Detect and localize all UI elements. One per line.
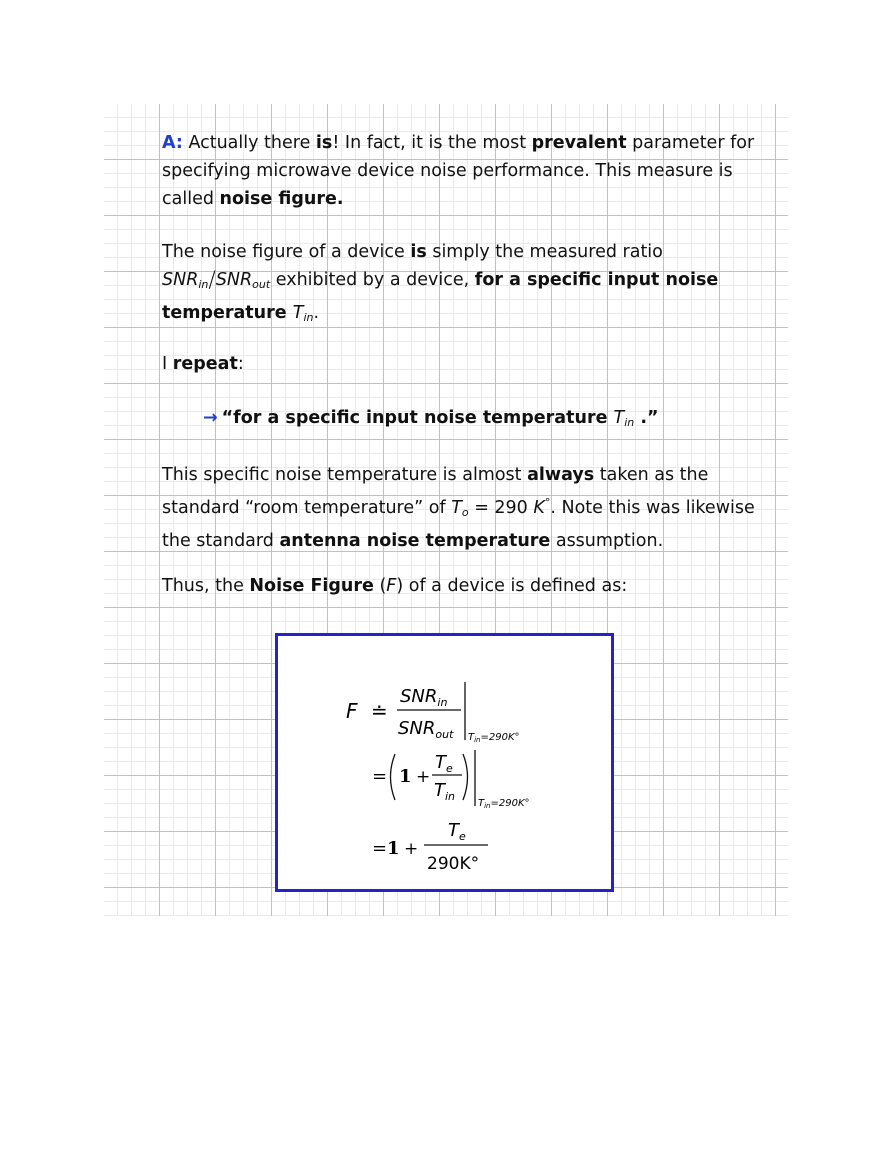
ratio-slash: / — [208, 268, 216, 293]
bold-text: prevalent — [531, 133, 627, 153]
bold-text: is — [315, 133, 333, 153]
equals-sign: = — [372, 766, 388, 787]
snr-out-denominator: $SNR_{out}$ — [398, 718, 454, 741]
evaluation-condition: $T_{in}=290K^\circ$ — [468, 732, 520, 744]
text: exhibited by a device, — [270, 270, 475, 290]
tin-denominator: $T_{in}$ — [434, 780, 456, 803]
left-paren — [391, 754, 396, 800]
answer-label: A: — [162, 133, 183, 153]
text: . — [313, 303, 320, 323]
evaluation-condition: $T_{in}=290K^\circ$ — [478, 798, 530, 810]
bold-text: noise figure. — [219, 189, 344, 209]
paragraph-quote: → “for a specific input noise temperature $T_{in}$ .” — [203, 408, 659, 429]
plus-sign: + — [416, 767, 431, 787]
te-numerator: $T_e$ — [448, 820, 466, 843]
text: The noise figure of a device — [162, 242, 411, 262]
paragraph-definition — [162, 238, 762, 332]
plus-sign: + — [404, 839, 419, 859]
t-in-symbol: $T_{in}$ — [613, 408, 635, 429]
equation-graphic — [278, 636, 611, 889]
denominator-290k: 290K° — [427, 854, 480, 874]
text: parameter for specifying microwave device noise performance. This measure is called — [162, 133, 755, 209]
bold-text: is — [410, 242, 427, 262]
paragraph-noise-figure-intro: Thus, the Noise Figure (F) of a device is defined as: — [162, 576, 628, 596]
text: ! In fact, it is the most — [332, 133, 532, 153]
snr-in-numerator: $SNR_{in}$ — [400, 686, 448, 709]
arrow-right-icon: → — [203, 408, 218, 428]
paragraph-answer — [162, 129, 762, 213]
paragraph-repeat: I repeat: — [162, 354, 244, 374]
snr-in-symbol: $SNR_{in}$ — [162, 270, 209, 291]
snr-out-symbol: $SNR_{out}$ — [215, 270, 271, 291]
one: 1 — [387, 838, 400, 859]
text: Actually there — [182, 133, 316, 153]
one: 1 — [399, 766, 412, 787]
paragraph-room-temperature: This specific noise temperature is almost always taken as the standard “room temperature” of $T_o = 290$ K°. Note this was likewise the standard antenna noise temperature assumption. — [162, 465, 755, 551]
doteq-symbol: ≐ — [371, 699, 388, 723]
equals-sign: = — [372, 838, 388, 859]
bold-text: for a specific input noise temperature — [162, 270, 719, 323]
noise-figure-equation-box — [275, 633, 614, 892]
text: simply the measured ratio — [426, 242, 663, 262]
f-symbol: F — [346, 699, 358, 723]
t-in-symbol: $T_{in}$ — [292, 303, 314, 324]
t-o-symbol: $T_o$ — [451, 497, 469, 519]
right-paren — [463, 754, 468, 800]
te-numerator: $T_e$ — [435, 752, 453, 775]
